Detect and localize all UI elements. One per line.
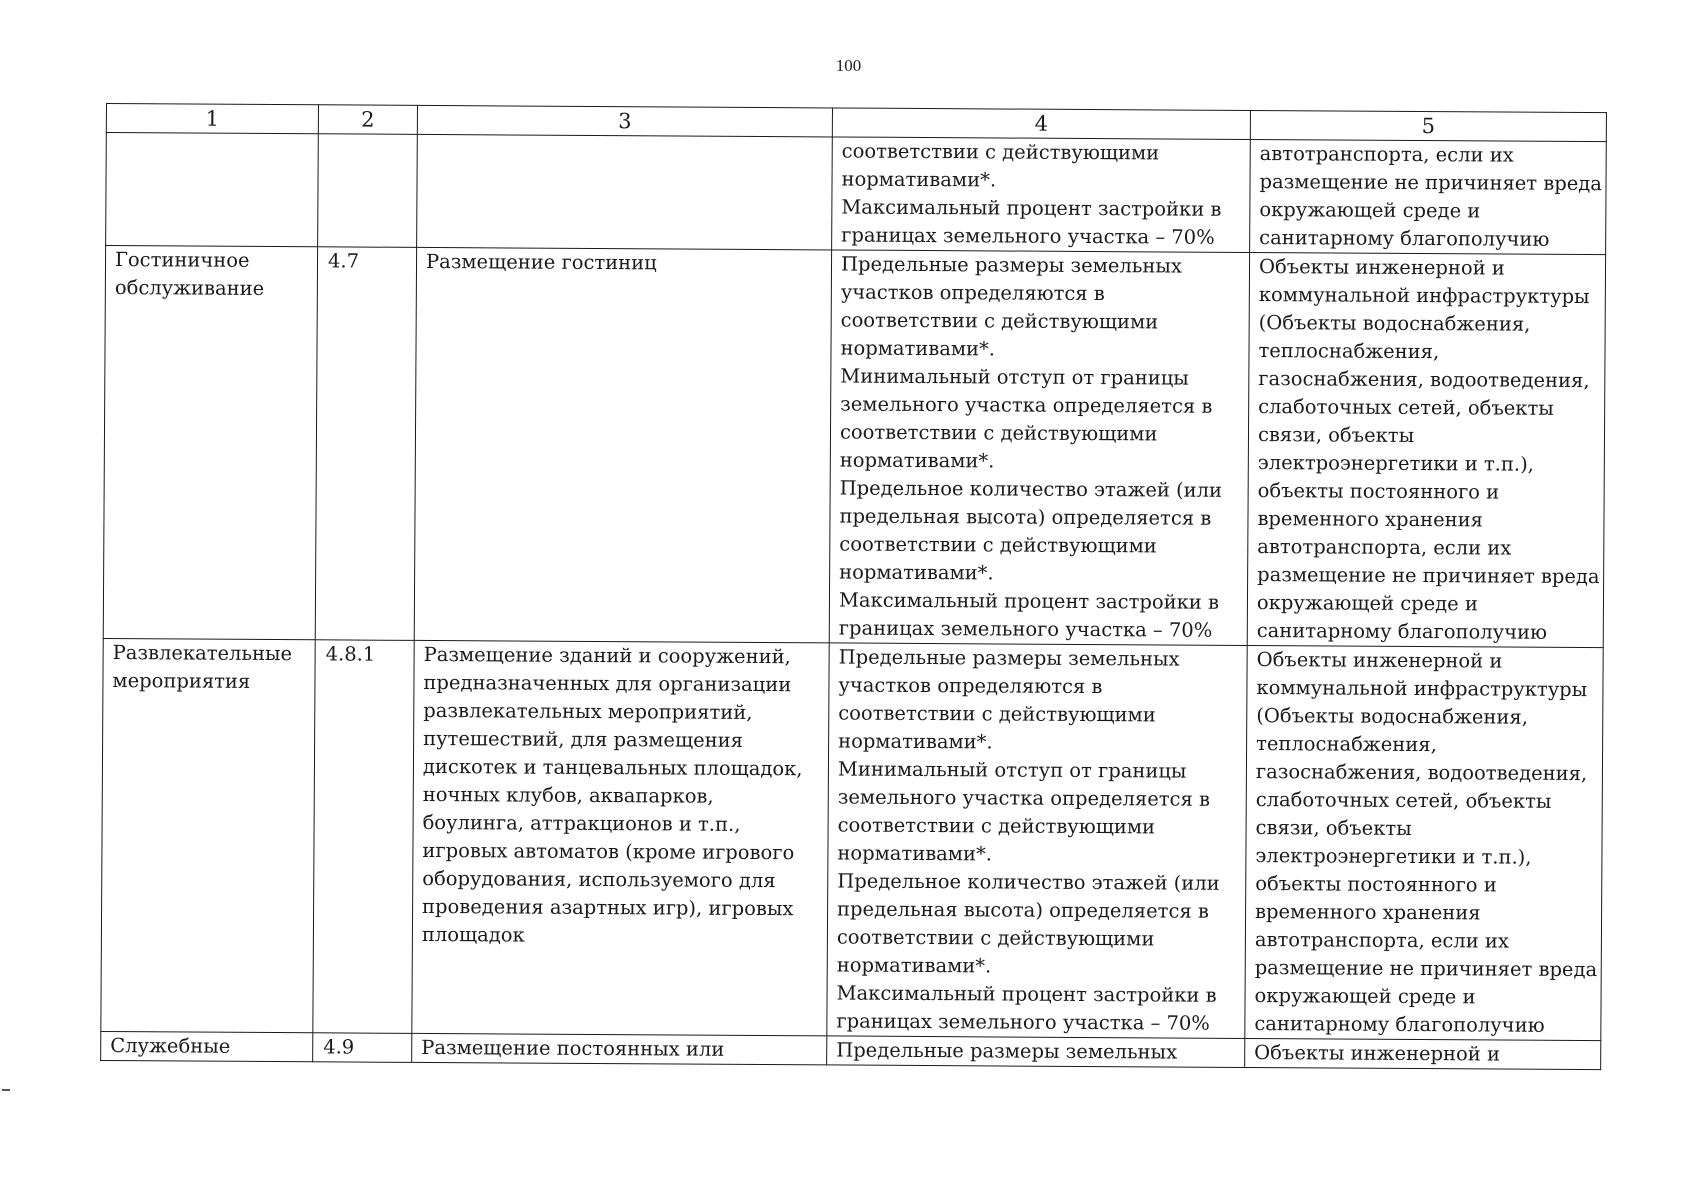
cell-text-line: Объекты инженерной и <box>1258 255 1505 280</box>
use-type-description-cell <box>412 640 829 1036</box>
cell-text-line: нормативами*. <box>840 336 996 361</box>
cell-text-line: автотранспорта, если их <box>1259 142 1514 167</box>
scan-edge-mark <box>2 1089 10 1091</box>
use-type-description-cell <box>412 1033 827 1065</box>
auxiliary-uses-cell <box>1245 1038 1601 1069</box>
cell-text-line: проведения азартных игр), игровых <box>422 894 794 921</box>
table-row <box>101 638 1603 1040</box>
table-row <box>103 246 1605 648</box>
cell-text-line: Минимальный отступ от границы <box>840 364 1189 390</box>
auxiliary-uses-cell <box>1250 139 1607 254</box>
cell-text-line: предельная высота) определяется в <box>839 504 1212 530</box>
cell-text-line: границах земельного участка – 70% <box>838 616 1213 642</box>
cell-text-line: теплоснабжения, <box>1258 339 1440 364</box>
cell-text-line: коммунальной инфраструктуры <box>1256 676 1588 702</box>
auxiliary-uses-cell <box>1245 645 1603 1040</box>
auxiliary-uses-cell <box>1247 252 1605 647</box>
cell-text-line: площадок <box>421 922 525 947</box>
cell-text-line: Размещение постоянных или <box>421 1035 725 1061</box>
column-header-3: 3 <box>417 105 832 137</box>
cell-text-line: развлекательных мероприятий, <box>423 698 753 724</box>
cell-text-line: Развлекательные <box>112 641 293 666</box>
cell-text-line: Размещение зданий и сооружений, <box>423 642 791 669</box>
cell-text-line: коммунальной инфраструктуры <box>1258 283 1590 309</box>
cell-text-line: газоснабжения, водоотведения, <box>1255 760 1588 786</box>
cell-text-line: обслуживание <box>114 276 265 300</box>
cell-text-line: размещение не причиняет вреда <box>1254 956 1598 982</box>
cell-text-line: электроэнергетики и т.п.), <box>1255 844 1532 869</box>
cell-text-line: связи, объекты <box>1255 816 1412 840</box>
cell-text-line: игровых автоматов (кроме игрового <box>422 838 795 865</box>
permitted-parameters-cell <box>827 1036 1245 1068</box>
cell-text-line: Предельное количество этажей (или <box>839 476 1223 502</box>
cell-text-line: автотранспорта, если их <box>1254 928 1509 953</box>
cell-text-line: предельная высота) определяется в <box>837 897 1209 923</box>
cell-text-line: ночных клубов, аквапарков, <box>422 782 714 808</box>
cell-text-line: газоснабжения, водоотведения, <box>1258 367 1590 393</box>
cell-text-line: предназначенных для организации <box>423 670 792 697</box>
use-type-code-cell: 4.7 <box>315 247 416 641</box>
page-number: 100 <box>835 56 862 75</box>
cell-text-line: временного хранения <box>1257 507 1484 532</box>
cell-text-line: дискотек и танцевальных площадок, <box>422 754 803 781</box>
cell-text-line: соответствии с действующими <box>839 532 1157 558</box>
cell-text-line: нормативами*. <box>839 560 994 585</box>
use-type-name-cell <box>101 1031 313 1061</box>
cell-text-line: Объекты инженерной и <box>1256 648 1503 673</box>
table-row <box>106 133 1607 255</box>
cell-text-line: объекты постоянного и <box>1255 872 1497 897</box>
cell-text-line: окружающей среде и <box>1256 591 1479 616</box>
cell-text-line: боулинга, аттракционов и т.п., <box>422 810 741 836</box>
use-type-code-cell <box>318 134 418 248</box>
cell-text-line: Предельные размеры земельных <box>836 1038 1178 1064</box>
column-header-5: 5 <box>1250 110 1606 141</box>
use-type-name-cell <box>106 133 319 247</box>
cell-text-line: Максимальный процент застройки в <box>836 981 1217 1007</box>
cell-text-line: путешествий, для размещения <box>423 726 744 752</box>
cell-text-line: Предельное количество этажей (или <box>837 869 1220 895</box>
cell-text-line: Объекты инженерной и <box>1254 1041 1501 1066</box>
cell-text-line: размещение не причиняет вреда <box>1259 170 1603 196</box>
cell-text-line: временного хранения <box>1255 900 1481 925</box>
cell-text-line: Служебные <box>110 1034 231 1058</box>
cell-text-line: Гостиничное <box>114 248 250 272</box>
use-type-code-cell: 4.8.1 <box>313 640 414 1034</box>
cell-text-line: размещение не причиняет вреда <box>1257 563 1600 589</box>
cell-text-line: санитарному благополучию <box>1256 619 1548 644</box>
cell-text-line: участков определяются в <box>838 673 1103 699</box>
cell-text-line: окружающей среде и <box>1259 198 1481 223</box>
use-type-description-cell <box>417 134 833 250</box>
cell-text-line: окружающей среде и <box>1254 984 1476 1009</box>
cell-text-line: соответствии с действующими <box>839 420 1158 446</box>
use-type-name-cell <box>101 638 315 1032</box>
cell-text-line: связи, объекты <box>1257 423 1415 447</box>
cell-text-line: мероприятия <box>112 669 251 693</box>
cell-text-line: оборудования, используемого для <box>422 866 776 893</box>
column-header-1: 1 <box>106 104 318 134</box>
table-body <box>101 133 1607 1070</box>
permitted-parameters-cell <box>827 643 1247 1039</box>
use-type-description-cell <box>414 247 831 643</box>
cell-text-line: Максимальный процент застройки в <box>841 195 1222 221</box>
cell-text-line: границах земельного участка – 70% <box>836 1009 1210 1035</box>
cell-text-line: соответствии с действующими <box>840 308 1159 334</box>
cell-text-line: слаботочных сетей, объекты <box>1258 395 1554 420</box>
cell-text-line: земельного участка определяется в <box>837 785 1211 811</box>
cell-text-line: соответствии с действующими <box>836 925 1155 951</box>
cell-text-line: (Объекты водоснабжения, <box>1256 704 1529 729</box>
cell-text-line: Предельные размеры земельных <box>840 252 1182 278</box>
cell-text-line: нормативами*. <box>837 841 993 866</box>
cell-text-line: нормативами*. <box>836 953 992 978</box>
cell-text-line: участков определяются в <box>840 280 1105 306</box>
cell-text-line: объекты постоянного и <box>1257 479 1500 504</box>
use-type-name-cell <box>103 246 317 640</box>
cell-text-line: Предельные размеры земельных <box>838 645 1180 671</box>
cell-text-line: автотранспорта, если их <box>1257 535 1512 560</box>
cell-text-line: Минимальный отступ от границы <box>837 757 1187 783</box>
permitted-parameters-cell <box>829 250 1249 646</box>
land-use-regulations-table <box>100 103 1607 1070</box>
cell-text-line: санитарному благополучию <box>1254 1012 1545 1037</box>
cell-text-line: нормативами*. <box>841 167 997 192</box>
cell-text-line: (Объекты водоснабжения, <box>1258 311 1531 336</box>
column-header-4: 4 <box>832 108 1250 140</box>
cell-text-line: электроэнергетики и т.п.), <box>1257 451 1534 476</box>
cell-text-line: границах земельного участка – 70% <box>841 223 1215 249</box>
cell-text-line: теплоснабжения, <box>1256 732 1437 757</box>
cell-text-line: соответствии с действующими <box>837 813 1156 839</box>
cell-text-line: соответствии с действующими <box>841 139 1160 165</box>
use-type-code-cell: 4.9 <box>313 1033 412 1063</box>
cell-text-line: нормативами*. <box>838 729 993 754</box>
cell-text-line: Максимальный процент застройки в <box>838 588 1220 614</box>
cell-text-line: соответствии с действующими <box>838 701 1156 727</box>
cell-text-line: земельного участка определяется в <box>840 392 1213 418</box>
permitted-parameters-cell <box>832 137 1251 253</box>
cell-text-line: Размещение гостиниц <box>425 249 657 275</box>
cell-text-line: слаботочных сетей, объекты <box>1255 788 1552 813</box>
column-header-2: 2 <box>318 105 417 135</box>
cell-text-line: нормативами*. <box>839 448 995 473</box>
cell-text-line: санитарному благополучию <box>1259 226 1550 251</box>
